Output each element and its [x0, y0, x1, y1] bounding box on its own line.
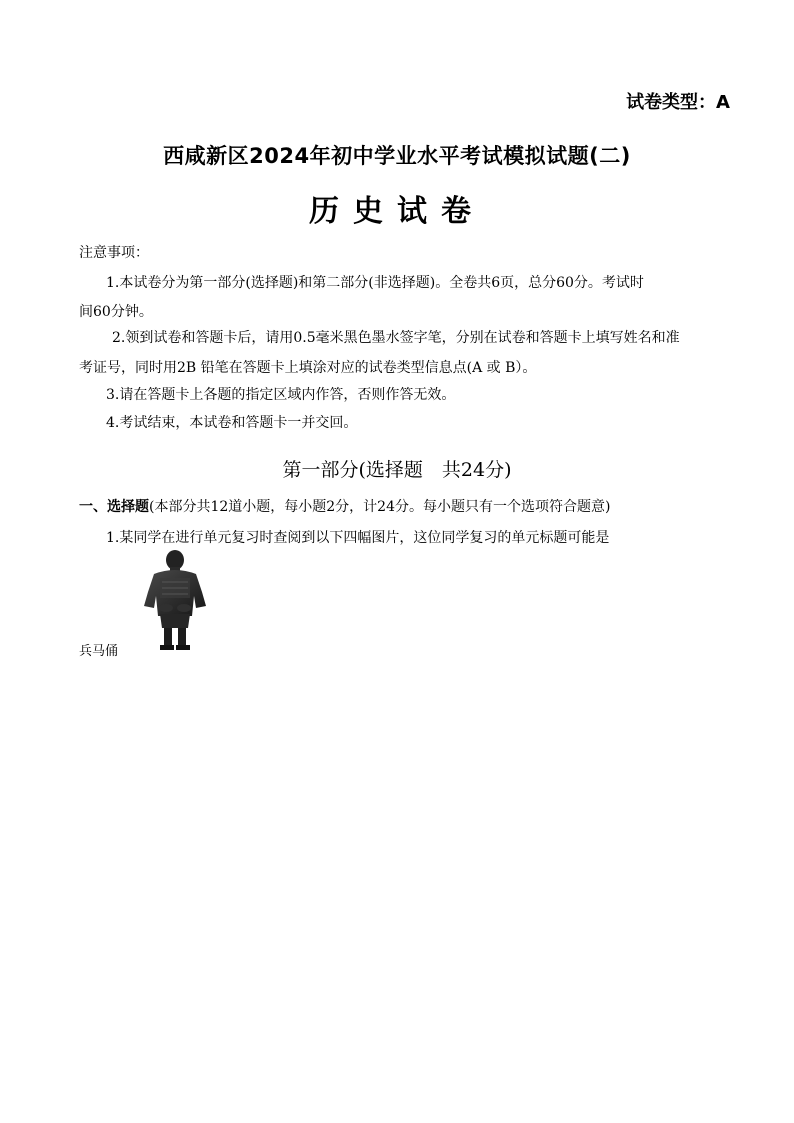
subject-title: 历史试卷: [309, 194, 485, 229]
notice-line-6: 4.考试结束，本试卷和答题卡一并交回。: [106, 415, 358, 431]
question-1-stem: 1.某同学在进行单元复习时查阅到以下四幅图片，这位同学复习的单元标题可能是: [106, 530, 610, 546]
exam-title: 西咸新区2024年初中学业水平考试模拟试题(二): [163, 144, 631, 168]
notice-line-2: 间60分钟。: [79, 304, 153, 320]
section-prefix: 一、: [79, 499, 107, 515]
part-one-title: 第一部分(选择题 共24分): [282, 459, 512, 481]
notice-heading: 注意事项：: [79, 245, 149, 261]
paper-type-label: 试卷类型：A: [626, 92, 730, 113]
terracotta-warrior-image: [132, 548, 218, 654]
notice-line-4: 考证号，同时用2B 铅笔在答题卡上填涂对应的试卷类型信息点(A 或 B）。: [79, 360, 537, 376]
figure-caption: 兵马俑: [79, 644, 119, 659]
notice-line-5: 3.请在答题卡上各题的指定区域内作答，否则作答无效。: [106, 387, 456, 403]
notice-line-3: 2.领到试卷和答题卡后，请用0.5毫米黑色墨水签字笔，分别在试卷和答题卡上填写姓名和准: [112, 330, 680, 346]
section-heading: [79, 496, 610, 516]
notice-line-1: 1.本试卷分为第一部分(选择题)和第二部分(非选择题)。全卷共6页，总分60分。考试时: [106, 275, 644, 291]
section-name: 选择题: [107, 499, 149, 515]
section-description: (本部分共12道小题，每小题2分，计24分。每小题只有一个选项符合题意): [149, 499, 611, 515]
